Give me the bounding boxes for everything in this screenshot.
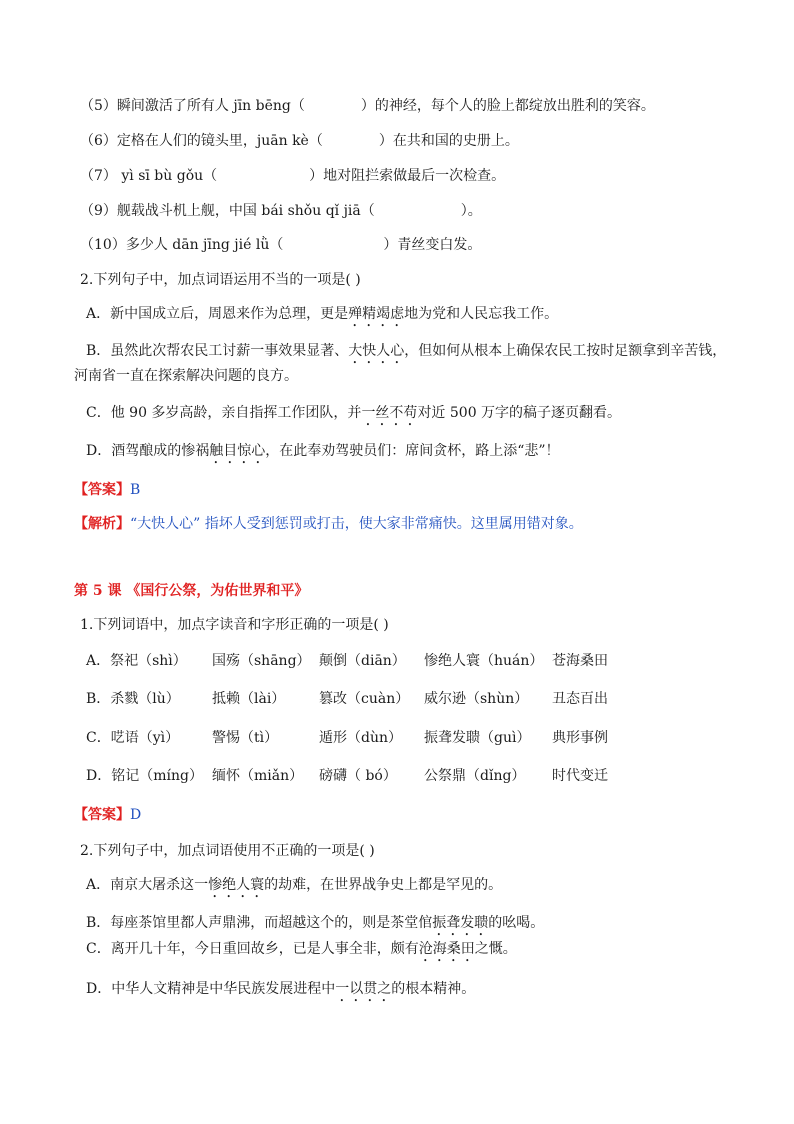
marked-word: 惨绝人寰 (208, 877, 265, 893)
answer-tag: 【答案】 (74, 807, 130, 823)
option-text: C．他 90 多岁高龄，亲自指挥工作团队，并 (86, 405, 362, 421)
blank-item-text: （7） yì sī bù gǒu（ (80, 168, 218, 184)
blank-item-text: （6）定格在人们的镜头里，juān kè（ (80, 133, 323, 149)
option-text: ，在此奉劝驾驶员们：席间贪杯，路上添“悲”！ (265, 443, 560, 459)
option-cell: 公祭鼎（dǐng） (424, 768, 526, 784)
question-stem: 1.下列词语中，加点字读音和字形正确的一项是( ) (80, 617, 389, 633)
option-cell: 苍海桑田 (552, 653, 608, 669)
option-cell: D．铭记（míng） (86, 768, 203, 784)
answer-value: D (130, 807, 142, 823)
option-d (86, 980, 475, 1005)
option-cell: 抵赖（lài） (212, 691, 286, 707)
option-a (86, 876, 502, 901)
option-cell: 威尔逊（shùn） (424, 691, 529, 707)
answer-tag: 【答案】 (74, 482, 130, 498)
blank-item-text: （5）瞬间激活了所有人 jīn bēng（ (80, 98, 305, 114)
option-c (86, 404, 621, 429)
blank-item-text: ）在共和国的史册上。 (378, 133, 519, 149)
option-cell: 警惕（tì） (212, 730, 279, 746)
blank-item-5 (80, 97, 655, 115)
option-text: 地为党和人民忘我工作。 (404, 306, 559, 322)
question-stem: 2.下列句子中，加点词语运用不当的一项是( ) (80, 272, 361, 288)
option-cell: 国殇（shāng） (212, 653, 311, 669)
option-b-continued: 河南省一直在探索解决问题的良方。 (74, 368, 298, 384)
option-text: A．南京大屠杀这一 (86, 877, 209, 893)
option-cell: 磅礴（ bó） (319, 768, 397, 784)
option-text: D．中华人文精神是中华民族发展进程中 (86, 981, 336, 997)
option-text: 之慨。 (474, 941, 517, 957)
option-text: D．酒驾酿成的惨祸 (86, 443, 210, 459)
question-stem: 2.下列句子中，加点词语使用不正确的一项是( ) (80, 843, 375, 859)
explanation-line (74, 515, 583, 533)
option-text: B．每座茶馆里都人声鼎沸，而超越这个的，则是茶堂倌 (86, 915, 433, 931)
option-text: C．离开几十年，今日重回故乡，已是人事全非，颇有 (86, 941, 419, 957)
option-c (86, 940, 517, 965)
option-b (86, 342, 726, 367)
option-cell: 遁形（dùn） (319, 730, 402, 746)
option-text: 的吆喝。 (488, 915, 545, 931)
option-cell: B．杀戮（lù） (86, 691, 180, 707)
option-text: 的劫难，在世界战争史上都是罕见的。 (264, 877, 503, 893)
blank-item-7 (80, 167, 505, 185)
option-text: 对近 500 万字的稿子逐页翻看。 (417, 405, 622, 421)
answer-line (74, 806, 141, 824)
blank-item-text: ）青丝变白发。 (383, 237, 482, 253)
marked-word: 殚精竭虑 (348, 306, 405, 322)
option-d (86, 442, 560, 467)
option-text: ，但如何从根本上确保农民工按时足额拿到辛苦钱， (404, 343, 727, 359)
blank-item-text: （9）舰载战斗机上舰，中国 bái shǒu qǐ jiā（ (80, 203, 375, 219)
blank-item-text: ）的神经，每个人的脸上都绽放出胜利的笑容。 (360, 98, 655, 114)
option-text: B．虽然此次帮农民工讨薪一事效果显著、 (86, 343, 349, 359)
blank-item-9 (80, 202, 482, 220)
blank-item-10 (80, 236, 481, 254)
option-text: A．新中国成立后，周恩来作为总理，更是 (86, 306, 349, 322)
blank-item-text: （10）多少人 dān jīng jié lǜ（ (80, 237, 284, 253)
option-cell: 振聋发聩（guì） (424, 730, 531, 746)
option-cell: 丑态百出 (552, 691, 608, 707)
option-cell: 典形事例 (552, 730, 608, 746)
blank-item-text: ）地对阻拦索做最后一次检查。 (309, 168, 506, 184)
option-cell: 篡改（cuàn） (319, 691, 410, 707)
explanation-text: “大快人心” 指坏人受到惩罚或打击，使大家非常痛快。这里属用错对象。 (130, 516, 583, 532)
blank-item-text: ）。 (460, 203, 482, 219)
option-cell: 颠倒（diān） (319, 653, 406, 669)
option-text: 的根本精神。 (391, 981, 476, 997)
marked-word: 一以贯之 (335, 981, 392, 997)
blank-item-6 (80, 132, 519, 150)
marked-word: 振聋发聩 (432, 915, 489, 931)
explanation-tag: 【解析】 (74, 516, 130, 532)
option-cell: C．呓语（yì） (86, 730, 180, 746)
lesson-title: 第 5 课 《国行公祭，为佑世界和平》 (74, 583, 309, 599)
option-cell: A．祭祀（shì） (86, 653, 187, 669)
option-cell: 时代变迁 (552, 768, 608, 784)
marked-word: 触目惊心 (209, 443, 266, 459)
option-cell: 缅怀（miǎn） (212, 768, 304, 784)
option-cell: 惨绝人寰（huán） (424, 653, 544, 669)
marked-word: 大快人心 (348, 343, 405, 359)
option-a (86, 305, 558, 330)
option-b (86, 914, 544, 939)
answer-value: B (130, 482, 141, 498)
marked-word: 沧海桑田 (418, 941, 475, 957)
marked-word: 一丝不苟 (361, 405, 418, 421)
answer-line (74, 481, 140, 499)
